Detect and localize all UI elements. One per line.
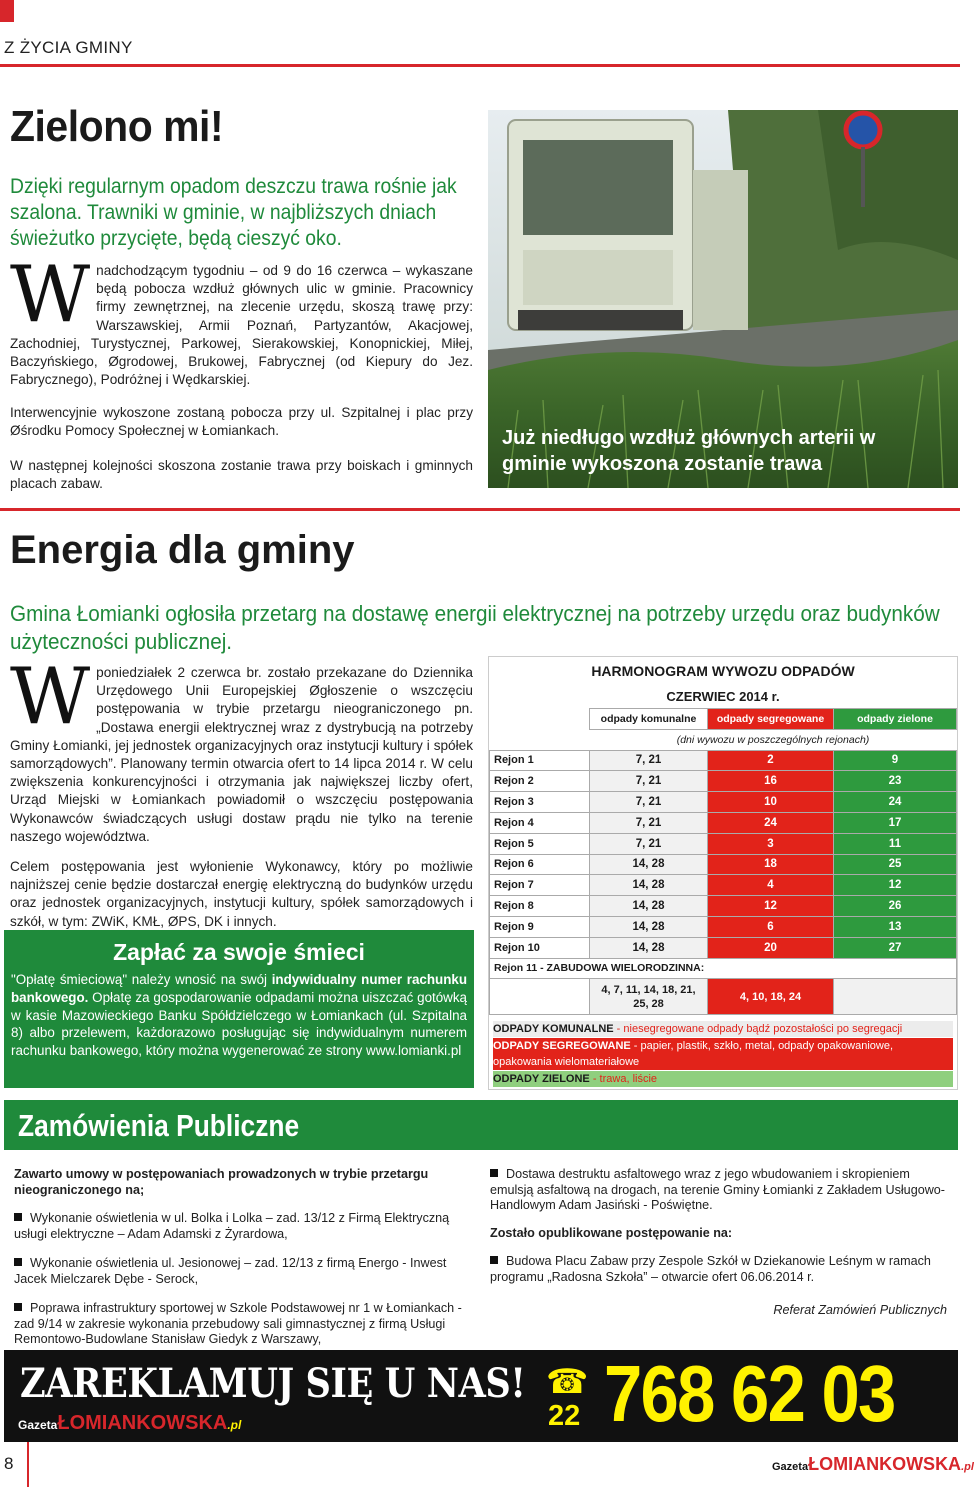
segregowane-days: 2 [708,750,834,771]
footer-brand [772,1454,974,1475]
footer-rule [27,1442,29,1487]
legend-zielone-label: ODPADY ZIELONE [493,1073,590,1086]
article1-paragraph-1: nadchodzącym tygodniu – od 9 do 16 czerwca – wykaszane będą pobocza wzdłuż głównych ulic w gminie. Pracownicy firmy zewnętrznej, na zlecenie urzędu, skoszą trawę przy: Warszawskiej, Armii Poznań, Partyzantów, Akacjowej, Zachodniej, Turystycznej, Parkowej, Sierakowskiej, Konopnickiej, Miłej, Baczyńskiego, Øgrodowej, Brukowej, Fabrycznej (od Kiepury do Jez. Fabrycznego), Podróżnej i Wędkarskiej. [10,263,473,388]
rejon-label: Rejon 7 [490,875,590,896]
article2-dropcap: W [10,652,91,742]
footer-brand-big: ŁOMIANKOWSKA [808,1454,962,1474]
harmonogram-row [490,937,957,958]
ad-brand-pl: .pl [227,1418,242,1432]
rejon-label: Rejon 6 [490,854,590,875]
header-accent-bar [0,0,14,22]
section-divider-1 [0,508,960,511]
rejon-label: Rejon 1 [490,750,590,771]
zaplac-text-bold: indywidualny numer rachunku bankowego. [11,972,467,1005]
rejon11-label: Rejon 11 - ZABUDOWA WIELORODZINNA: [490,958,957,979]
zamowienia-title: Zamówienia Publiczne [18,1108,300,1143]
article1-paragraph-3: W następnej kolejności skoszona zostanie trawa przy boiskach i gminnych placach zabaw. [10,458,473,492]
segregowane-days: 10 [708,792,834,813]
zielone-days: 9 [834,750,957,771]
rejon-label: Rejon 2 [490,771,590,792]
komunalne-days: 14, 28 [590,854,708,875]
zaplac-text-1: "Opłatę śmieciową" należy wnosić na swój [11,972,272,987]
article1-title: Zielono mi! [10,102,224,151]
ad-slogan: ZAREKLAMUJ SIĘ U NAS! [20,1360,526,1407]
zamowienia-signature: Referat Zamówień Publicznych [773,1303,947,1317]
zielone-days: 25 [834,854,957,875]
komunalne-days: 7, 21 [590,792,708,813]
rejon-label: Rejon 8 [490,896,590,917]
komunalne-days: 14, 28 [590,937,708,958]
zamowienia-item-4: Dostawa destruktu asfaltowego wraz z jego wbudowaniem i skropieniem emulsją asfaltową na drogach, na terenie Gminy Łomianki z Zakładem Usługowo-Handlowym Adam Jasiński - Poświętne. [490,1167,945,1212]
zielone-days: 24 [834,792,957,813]
segregowane-days: 12 [708,896,834,917]
segregowane-days: 4 [708,875,834,896]
col-segregowane: odpady segregowane [708,709,834,730]
zaplac-text [4,966,474,1060]
ad-brand [18,1412,241,1435]
komunalne-days: 7, 21 [590,771,708,792]
ad-area-code: 22 [548,1400,581,1432]
harmonogram-row [490,812,957,833]
harmonogram-row [490,916,957,937]
rejon-label: Rejon 5 [490,833,590,854]
segregowane-days: 20 [708,937,834,958]
harmonogram-row [490,750,957,771]
rejon11-segregowane: 4, 10, 18, 24 [708,979,834,1015]
harmonogram-row [490,771,957,792]
article2-paragraph-1: poniedziałek 2 czerwca br. zostało przekazane do Dziennika Urzędowego Unii Europejskiej Øgłoszenie o wszczęciu postępowania w trybie przetargu nieograniczonego pn. „Dostawa energii elektrycznej wraz z dystrybucją na potrzeby Gminy Łomianki, jej jednostek organizacyjnych oraz instytucji kultury i spółek samorządowych”. Planowany termin otwarcia ofert to 14 lipca 2014 r. W celu zwiększenia konkurencyjności i otrzymania jak największej liczby ofert, Urząd Miejski w Łomiankach powiadomił o wszczęciu postępowania Wykonawców świadczących usługi dostaw prądu nie tylko na terenie naszego województwa. [10,665,473,844]
segregowane-days: 18 [708,854,834,875]
zaplac-box [4,930,474,1088]
article2-paragraph-2: Celem postępowania jest wyłonienie Wykonawcy, który po możliwie najniższej cenie będzie dostarczał energię elektryczną do budynków urzędu oraz jednostek organizacyjnych, instytucji kultury, spółek samorządowych i szkół, w tym: ZWiK, KMŁ, ØPS, DK i innych. [10,859,473,929]
rejon-label: Rejon 9 [490,916,590,937]
harmonogram-row [490,854,957,875]
harmonogram-table [488,656,958,1090]
zamowienia-left [14,1167,469,1348]
zielone-days: 27 [834,937,957,958]
legend-zielone-text: - trawa, liście [589,1073,658,1086]
rejon-label: Rejon 3 [490,792,590,813]
segregowane-days: 24 [708,812,834,833]
zamowienia-header [4,1100,958,1150]
zamowienia-published-heading: Zostało opublikowane postępowanie na: [490,1225,733,1240]
zielone-days: 26 [834,896,957,917]
zielone-days: 13 [834,916,957,937]
header-rule [0,64,960,67]
legend-segregowane-label: ODPADY SEGREGOWANE [493,1040,631,1053]
article1-lead: Dzięki regularnym opadom deszczu trawa rośnie jak szalona. Trawniki w gminie, w najbliższych dniach świeżutko przycięte, będą cieszyć oko. [10,175,457,250]
zamowienia-item-3: Poprawa infrastruktury sportowej w Szkole Podstawowej nr 1 w Łomiankach - zad 9/14 w zakresie wykonania przebudowy sali gimnastycznej z firmą Usługi Remontowo-Budowlane Stanisław Giedyk z Warszawy, [14,1301,469,1348]
bus-grass-photo [488,110,958,488]
zamowienia-right [490,1167,947,1319]
zielone-days: 12 [834,875,957,896]
harmonogram-row [490,875,957,896]
article2-title: Energia dla gminy [10,528,355,572]
segregowane-days: 6 [708,916,834,937]
page-number: 8 [4,1454,14,1473]
segregowane-days: 16 [708,771,834,792]
rejon11-komunalne: 4, 7, 11, 14, 18, 21, 25, 28 [590,979,708,1015]
komunalne-days: 14, 28 [590,896,708,917]
phone-icon: ☎ [546,1363,589,1401]
article1-paragraph-2: Interwencyjnie wykoszone zostaną pobocza przy ul. Szpitalnej i plac przy Øśrodku Pomocy Społecznej w Łomiankach. [10,405,473,439]
zielone-days: 23 [834,771,957,792]
ad-brand-big: ŁOMIANKOWSKA [57,1412,228,1434]
harmonogram-title: HARMONOGRAM WYWOZU ODPADÓW [591,663,855,679]
zamowienia-item-2: Wykonanie oświetlenia ul. Jesionowej – zad. 12/13 z firmą Energo - Inwest Jacek Mielczarek Dębe - Serock, [14,1256,469,1287]
photo-caption: Już niedługo wzdłuż głównych arterii w gminie wykoszona zostanie trawa [502,427,876,475]
harmonogram-note: (dni wywozu w poszczególnych rejonach) [676,733,870,746]
harmonogram-legend [489,1021,957,1087]
zaplac-title: Zapłać za swoje śmieci [113,939,365,965]
zamowienia-item-1: Wykonanie oświetlenia w ul. Bolka i Lolka – zad. 13/12 z Firmą Elektryczną usługi elektryczne – Adam Adamski z Żyrardowa, [14,1211,469,1242]
article2-body [10,652,473,846]
komunalne-days: 7, 21 [590,750,708,771]
segregowane-days: 3 [708,833,834,854]
rejon-label: Rejon 10 [490,937,590,958]
zaplac-text-2: Opłatę za gospodarowanie odpadami można uiszczać gotówką w kasie Mazowieckiego Banku Spółdzielczego w Łomiankach (ul. Szpitalna 8) albo przelewem, każdorazowo posługując się indywidualnym numerem rachunku bankowego, który można wygenerować ze strony www.lomianki.pl [11,989,467,1059]
komunalne-days: 7, 21 [590,812,708,833]
legend-komunalne-text: - niesegregowane odpady bądź pozostałości po segregacji [613,1023,903,1036]
legend-komunalne-label: ODPADY KOMUNALNE [493,1023,614,1036]
footer-brand-small: Gazeta [772,1461,809,1473]
ad-banner [4,1350,958,1442]
article1-dropcap: W [10,250,91,340]
harmonogram-row [490,792,957,813]
harmonogram-row [490,896,957,917]
ad-phone-number: 768 62 03 [604,1349,895,1438]
harmonogram-row [490,833,957,854]
komunalne-days: 14, 28 [590,916,708,937]
harmonogram-grid [489,708,957,1015]
article2-lead: Gmina Łomianki ogłosiła przetarg na dostawę energii elektrycznej na potrzeby urzędu oraz budynków użyteczności publicznej. [10,601,940,654]
footer-brand-pl: .pl [961,1461,974,1473]
article1-body [10,250,473,389]
zielone-days: 17 [834,812,957,833]
legend-segregowane-text: - papier, plastik, szkło, metal, odpady opakowaniowe, opakowania wielomateriałowe [493,1040,894,1069]
harmonogram-month: CZERWIEC 2014 r. [666,689,780,704]
section-label: Z ŻYCIA GMINY [4,38,133,57]
col-komunalne: odpady komunalne [590,709,708,730]
zamowienia-intro: Zawarto umowy w postępowaniach prowadzonych w trybie przetargu nieograniczonego na; [14,1167,429,1197]
komunalne-days: 7, 21 [590,833,708,854]
ad-brand-small: Gazeta [18,1418,58,1432]
col-zielone: odpady zielone [834,709,957,730]
rejon-label: Rejon 4 [490,812,590,833]
zielone-days: 11 [834,833,957,854]
komunalne-days: 14, 28 [590,875,708,896]
zamowienia-item-5: Budowa Placu Zabaw przy Zespole Szkół w Dziekanowie Leśnym w ramach programu „Radosna Szkoła” – otwarcie ofert 06.06.2014 r. [490,1254,947,1285]
